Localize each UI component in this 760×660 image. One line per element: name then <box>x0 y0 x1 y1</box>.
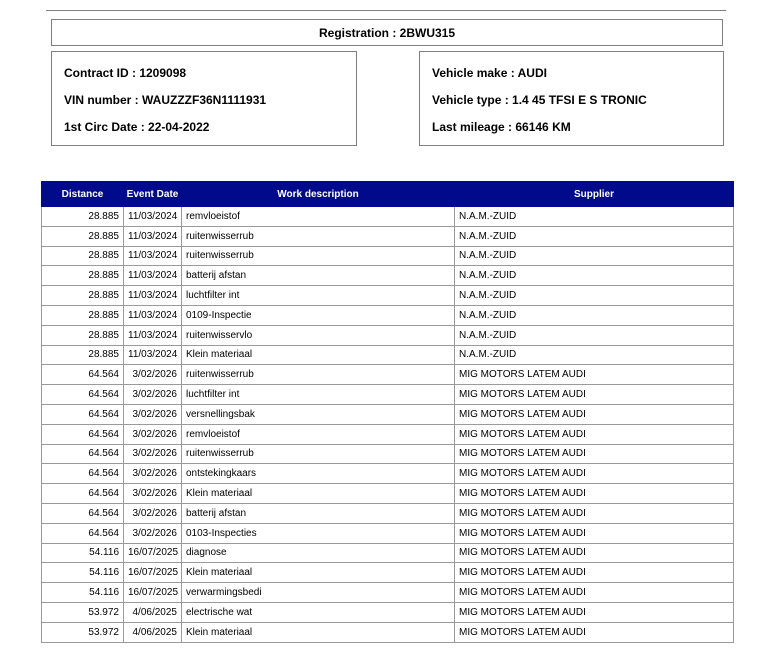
cell-event-date: 16/07/2025 <box>124 563 182 583</box>
table-row <box>42 563 734 583</box>
table-row <box>42 365 734 385</box>
vehicle-make: Vehicle make : AUDI <box>432 66 547 80</box>
table-row <box>42 246 734 266</box>
cell-work-description: 0109-Inspectie <box>182 305 455 325</box>
vehicle-info-box <box>419 51 724 146</box>
cell-work-description: ruitenwisserrub <box>182 246 455 266</box>
cell-work-description: 0103-Inspecties <box>182 523 455 543</box>
cell-distance: 28.885 <box>42 286 124 306</box>
cell-supplier: MIG MOTORS LATEM AUDI <box>455 503 734 523</box>
table-row <box>42 503 734 523</box>
cell-event-date: 3/02/2026 <box>124 385 182 405</box>
cell-event-date: 11/03/2024 <box>124 325 182 345</box>
cell-supplier: MIG MOTORS LATEM AUDI <box>455 523 734 543</box>
cell-event-date: 16/07/2025 <box>124 543 182 563</box>
cell-work-description: batterij afstan <box>182 503 455 523</box>
cell-distance: 64.564 <box>42 503 124 523</box>
cell-work-description: diagnose <box>182 543 455 563</box>
table-row <box>42 464 734 484</box>
cell-distance: 64.564 <box>42 444 124 464</box>
first-circ-date: 1st Circ Date : 22-04-2022 <box>64 120 210 134</box>
table-row <box>42 602 734 622</box>
maintenance-events-table <box>41 181 734 643</box>
cell-distance: 28.885 <box>42 266 124 286</box>
cell-distance: 64.564 <box>42 385 124 405</box>
header-work-description: Work description <box>182 182 455 207</box>
cell-supplier: MIG MOTORS LATEM AUDI <box>455 563 734 583</box>
cell-distance: 64.564 <box>42 404 124 424</box>
cell-event-date: 4/06/2025 <box>124 602 182 622</box>
cell-supplier: MIG MOTORS LATEM AUDI <box>455 365 734 385</box>
cell-work-description: verwarmingsbedi <box>182 583 455 603</box>
table-row <box>42 305 734 325</box>
cell-supplier: N.A.M.-ZUID <box>455 246 734 266</box>
cell-distance: 28.885 <box>42 207 124 227</box>
table-body <box>42 207 734 643</box>
cell-work-description: remvloeistof <box>182 207 455 227</box>
registration-box <box>51 19 723 46</box>
cell-supplier: MIG MOTORS LATEM AUDI <box>455 385 734 405</box>
cell-distance: 64.564 <box>42 365 124 385</box>
table-row <box>42 325 734 345</box>
contract-info-box <box>51 51 357 146</box>
cell-work-description: batterij afstan <box>182 266 455 286</box>
table-row <box>42 266 734 286</box>
cell-distance: 28.885 <box>42 325 124 345</box>
cell-event-date: 3/02/2026 <box>124 523 182 543</box>
cell-supplier: N.A.M.-ZUID <box>455 345 734 365</box>
cell-event-date: 11/03/2024 <box>124 246 182 266</box>
cell-work-description: ruitenwisserrub <box>182 444 455 464</box>
contract-id: Contract ID : 1209098 <box>64 66 187 80</box>
cell-work-description: Klein materiaal <box>182 563 455 583</box>
vehicle-type: Vehicle type : 1.4 45 TFSI E S TRONIC <box>432 93 647 107</box>
registration-label: Registration : 2BWU315 <box>318 25 456 40</box>
cell-event-date: 3/02/2026 <box>124 444 182 464</box>
cell-supplier: MIG MOTORS LATEM AUDI <box>455 602 734 622</box>
cell-distance: 28.885 <box>42 305 124 325</box>
top-divider <box>46 10 726 11</box>
table-row <box>42 207 734 227</box>
cell-supplier: N.A.M.-ZUID <box>455 305 734 325</box>
cell-supplier: N.A.M.-ZUID <box>455 207 734 227</box>
table-row <box>42 484 734 504</box>
table-row <box>42 345 734 365</box>
cell-work-description: luchtfilter int <box>182 385 455 405</box>
cell-supplier: MIG MOTORS LATEM AUDI <box>455 622 734 642</box>
cell-work-description: Klein materiaal <box>182 622 455 642</box>
cell-work-description: remvloeistof <box>182 424 455 444</box>
table-row <box>42 286 734 306</box>
cell-work-description: versnellingsbak <box>182 404 455 424</box>
cell-supplier: MIG MOTORS LATEM AUDI <box>455 484 734 504</box>
cell-event-date: 11/03/2024 <box>124 345 182 365</box>
header-distance: Distance <box>42 182 124 207</box>
cell-supplier: MIG MOTORS LATEM AUDI <box>455 464 734 484</box>
cell-supplier: N.A.M.-ZUID <box>455 325 734 345</box>
cell-distance: 64.564 <box>42 464 124 484</box>
cell-distance: 28.885 <box>42 345 124 365</box>
cell-event-date: 11/03/2024 <box>124 266 182 286</box>
cell-distance: 53.972 <box>42 622 124 642</box>
cell-event-date: 4/06/2025 <box>124 622 182 642</box>
cell-supplier: MIG MOTORS LATEM AUDI <box>455 424 734 444</box>
cell-event-date: 11/03/2024 <box>124 207 182 227</box>
table-row <box>42 404 734 424</box>
table-row <box>42 226 734 246</box>
cell-work-description: ruitenwisserrub <box>182 365 455 385</box>
table-row <box>42 385 734 405</box>
cell-distance: 64.564 <box>42 484 124 504</box>
header-supplier: Supplier <box>455 182 734 207</box>
cell-distance: 54.116 <box>42 583 124 603</box>
cell-supplier: MIG MOTORS LATEM AUDI <box>455 583 734 603</box>
header-event-date: Event Date <box>124 182 182 207</box>
cell-distance: 54.116 <box>42 543 124 563</box>
cell-distance: 28.885 <box>42 246 124 266</box>
cell-work-description: ruitenwisserrub <box>182 226 455 246</box>
cell-event-date: 3/02/2026 <box>124 404 182 424</box>
cell-supplier: N.A.M.-ZUID <box>455 226 734 246</box>
table-row <box>42 543 734 563</box>
cell-supplier: MIG MOTORS LATEM AUDI <box>455 404 734 424</box>
table-row <box>42 523 734 543</box>
cell-event-date: 3/02/2026 <box>124 365 182 385</box>
cell-distance: 64.564 <box>42 523 124 543</box>
cell-event-date: 11/03/2024 <box>124 305 182 325</box>
table-header-row <box>42 182 734 207</box>
cell-distance: 64.564 <box>42 424 124 444</box>
cell-work-description: luchtfilter int <box>182 286 455 306</box>
last-mileage: Last mileage : 66146 KM <box>432 120 571 134</box>
cell-distance: 53.972 <box>42 602 124 622</box>
cell-supplier: MIG MOTORS LATEM AUDI <box>455 543 734 563</box>
cell-event-date: 3/02/2026 <box>124 484 182 504</box>
cell-event-date: 16/07/2025 <box>124 583 182 603</box>
cell-event-date: 11/03/2024 <box>124 226 182 246</box>
table-row <box>42 424 734 444</box>
table-row <box>42 622 734 642</box>
cell-work-description: ruitenwisservlo <box>182 325 455 345</box>
cell-event-date: 11/03/2024 <box>124 286 182 306</box>
cell-event-date: 3/02/2026 <box>124 503 182 523</box>
cell-work-description: Klein materiaal <box>182 345 455 365</box>
cell-supplier: N.A.M.-ZUID <box>455 266 734 286</box>
cell-event-date: 3/02/2026 <box>124 464 182 484</box>
cell-supplier: MIG MOTORS LATEM AUDI <box>455 444 734 464</box>
cell-distance: 54.116 <box>42 563 124 583</box>
cell-work-description: Klein materiaal <box>182 484 455 504</box>
vin-number: VIN number : WAUZZZF36N1111931 <box>64 93 267 107</box>
cell-event-date: 3/02/2026 <box>124 424 182 444</box>
cell-distance: 28.885 <box>42 226 124 246</box>
cell-supplier: N.A.M.-ZUID <box>455 286 734 306</box>
cell-work-description: ontstekingkaars <box>182 464 455 484</box>
cell-work-description: electrische wat <box>182 602 455 622</box>
table-row <box>42 444 734 464</box>
table-row <box>42 583 734 603</box>
